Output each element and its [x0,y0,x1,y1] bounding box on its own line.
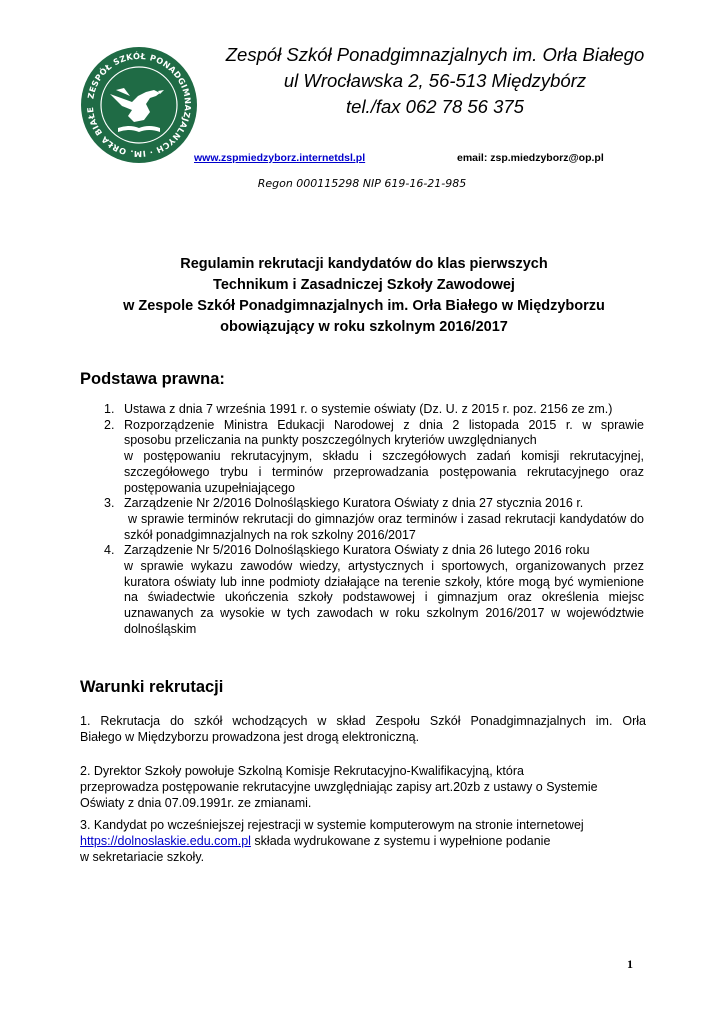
paragraph-line: Oświaty z dnia 07.09.1991r. ze zmianami. [80,796,312,811]
list-item-number: 1. [104,402,115,416]
list-item-text: w postępowaniu rekrutacyjnym, składu i szczegółowych zadań komisji rekrutacyjnej, szczegółowego trybu i terminów przeprowadzania postępowania rekrutacyjnego oraz postępowania uzupełniającego [124,449,644,495]
condition-paragraph-3 [80,817,646,866]
list-item [104,543,644,637]
paragraph-line: 3. Kandydat po wcześniejszej rejestracji w systemie komputerowym na stronie internetowej [80,818,584,832]
website-link[interactable]: www.zspmiedzyborz.internetdsl.pl [194,152,366,164]
title-line: obowiązujący w roku szkolnym 2016/2017 [220,319,508,335]
paragraph-line-rest: składa wydrukowane z systemu i wypełnione podanie [250,834,551,849]
list-item-text: Ustawa z dnia 7 września 1991 r. o systemie oświaty (Dz. U. z 2015 r. poz. 2156 ze zm.) [124,402,613,416]
school-address: ul Wrocławska 2, 56-513 Międzybórz [283,70,587,91]
logo-ring-text: ZESPÓŁ SZKÓŁ PONADGIMNAZJALNYCH · IM. ORŁA BIAŁE [84,50,194,160]
eagle-emblem-icon [80,46,198,164]
paragraph-line: przeprowadza postępowanie rekrutacyjne uwzględniając zapisy art.20zb z ustawy o Systemie [80,780,598,795]
list-item-line: sposobu przeliczania na punkty poszczególnych kryteriów uwzględnianych [124,433,537,448]
school-name: Zespół Szkół Ponadgimnazjalnych im. Orła Białego [225,44,645,65]
document-title [60,254,668,338]
list-item-line: Zarządzenie Nr 2/2016 Dolnośląskiego Kuratora Oświaty z dnia 27 stycznia 2016 r. [124,496,584,511]
registration-link[interactable]: https://dolnoslaskie.edu.com.pl [80,834,251,849]
list-item-number: 3. [104,496,115,511]
paragraph-line: Białego w Międzyborzu prowadzona jest drogą elektroniczną. [80,730,420,745]
list-item-line: Zarządzenie Nr 5/2016 Dolnośląskiego Kuratora Oświaty z dnia 26 lutego 2016 roku [124,543,590,558]
condition-paragraph-1 [80,713,646,745]
email-text: email: zsp.miedzyborz@op.pl [457,152,604,164]
list-item-text: w sprawie wykazu zawodów wiedzy, artystycznych i sportowych, organizowanych przez kuratora oświaty lub inne podmioty działające na terenie szkoły, które mogą być wymienione na świadectwie ukończenia szkoły podstawowej i gimnazjum oraz określenia miejsc uznawanych za wysokie w tych zawodach w roku szkolnym 2016/2017 w województwie dolnośląskim [124,559,644,636]
list-item-text: w sprawie terminów rekrutacji do gimnazjów oraz terminów i zasad rekrutacji kandydatów do szkół ponadgimnazjalnych na rok szkolny 2016/2017 [124,511,644,542]
title-line: Technikum i Zasadniczej Szkoły Zawodowej [213,277,515,293]
condition-paragraph-2 [80,763,646,812]
paragraph-line: w sekretariacie szkoły. [80,850,205,865]
conditions-heading: Warunki rekrutacji [80,678,224,696]
school-logo [80,46,198,164]
list-item-line: Rozporządzenie Ministra Edukacji Narodowej z dnia 2 listopada 2015 r. w sprawie [124,417,644,432]
paragraph-line: 2. Dyrektor Szkoły powołuje Szkolną Komisje Rekrutacyjno-Kwalifikacyjną, która [80,764,524,778]
regon-nip: Regon 000115298 NIP 619-16-21-985 [257,177,467,190]
list-item-number: 4. [104,543,115,558]
school-phone: tel./fax 062 78 56 375 [346,96,524,117]
paragraph-line: 1. Rekrutacja do szkół wchodzących w skład Zespołu Szkół Ponadgimnazjalnych im. Orła [80,714,646,728]
legal-basis-heading: Podstawa prawna: [80,370,225,388]
list-item [104,402,644,418]
legal-basis-list [104,402,644,638]
list-item [104,496,644,543]
list-item-number: 2. [104,417,115,432]
title-line: w Zespole Szkół Ponadgimnazjalnych im. Orła Białego w Międzyborzu [123,298,605,314]
list-item [104,418,644,497]
title-line: Regulamin rekrutacji kandydatów do klas pierwszych [180,256,548,272]
paragraph-line [80,833,646,849]
page-number: 1 [627,957,633,971]
website-link-wrap [194,152,365,164]
